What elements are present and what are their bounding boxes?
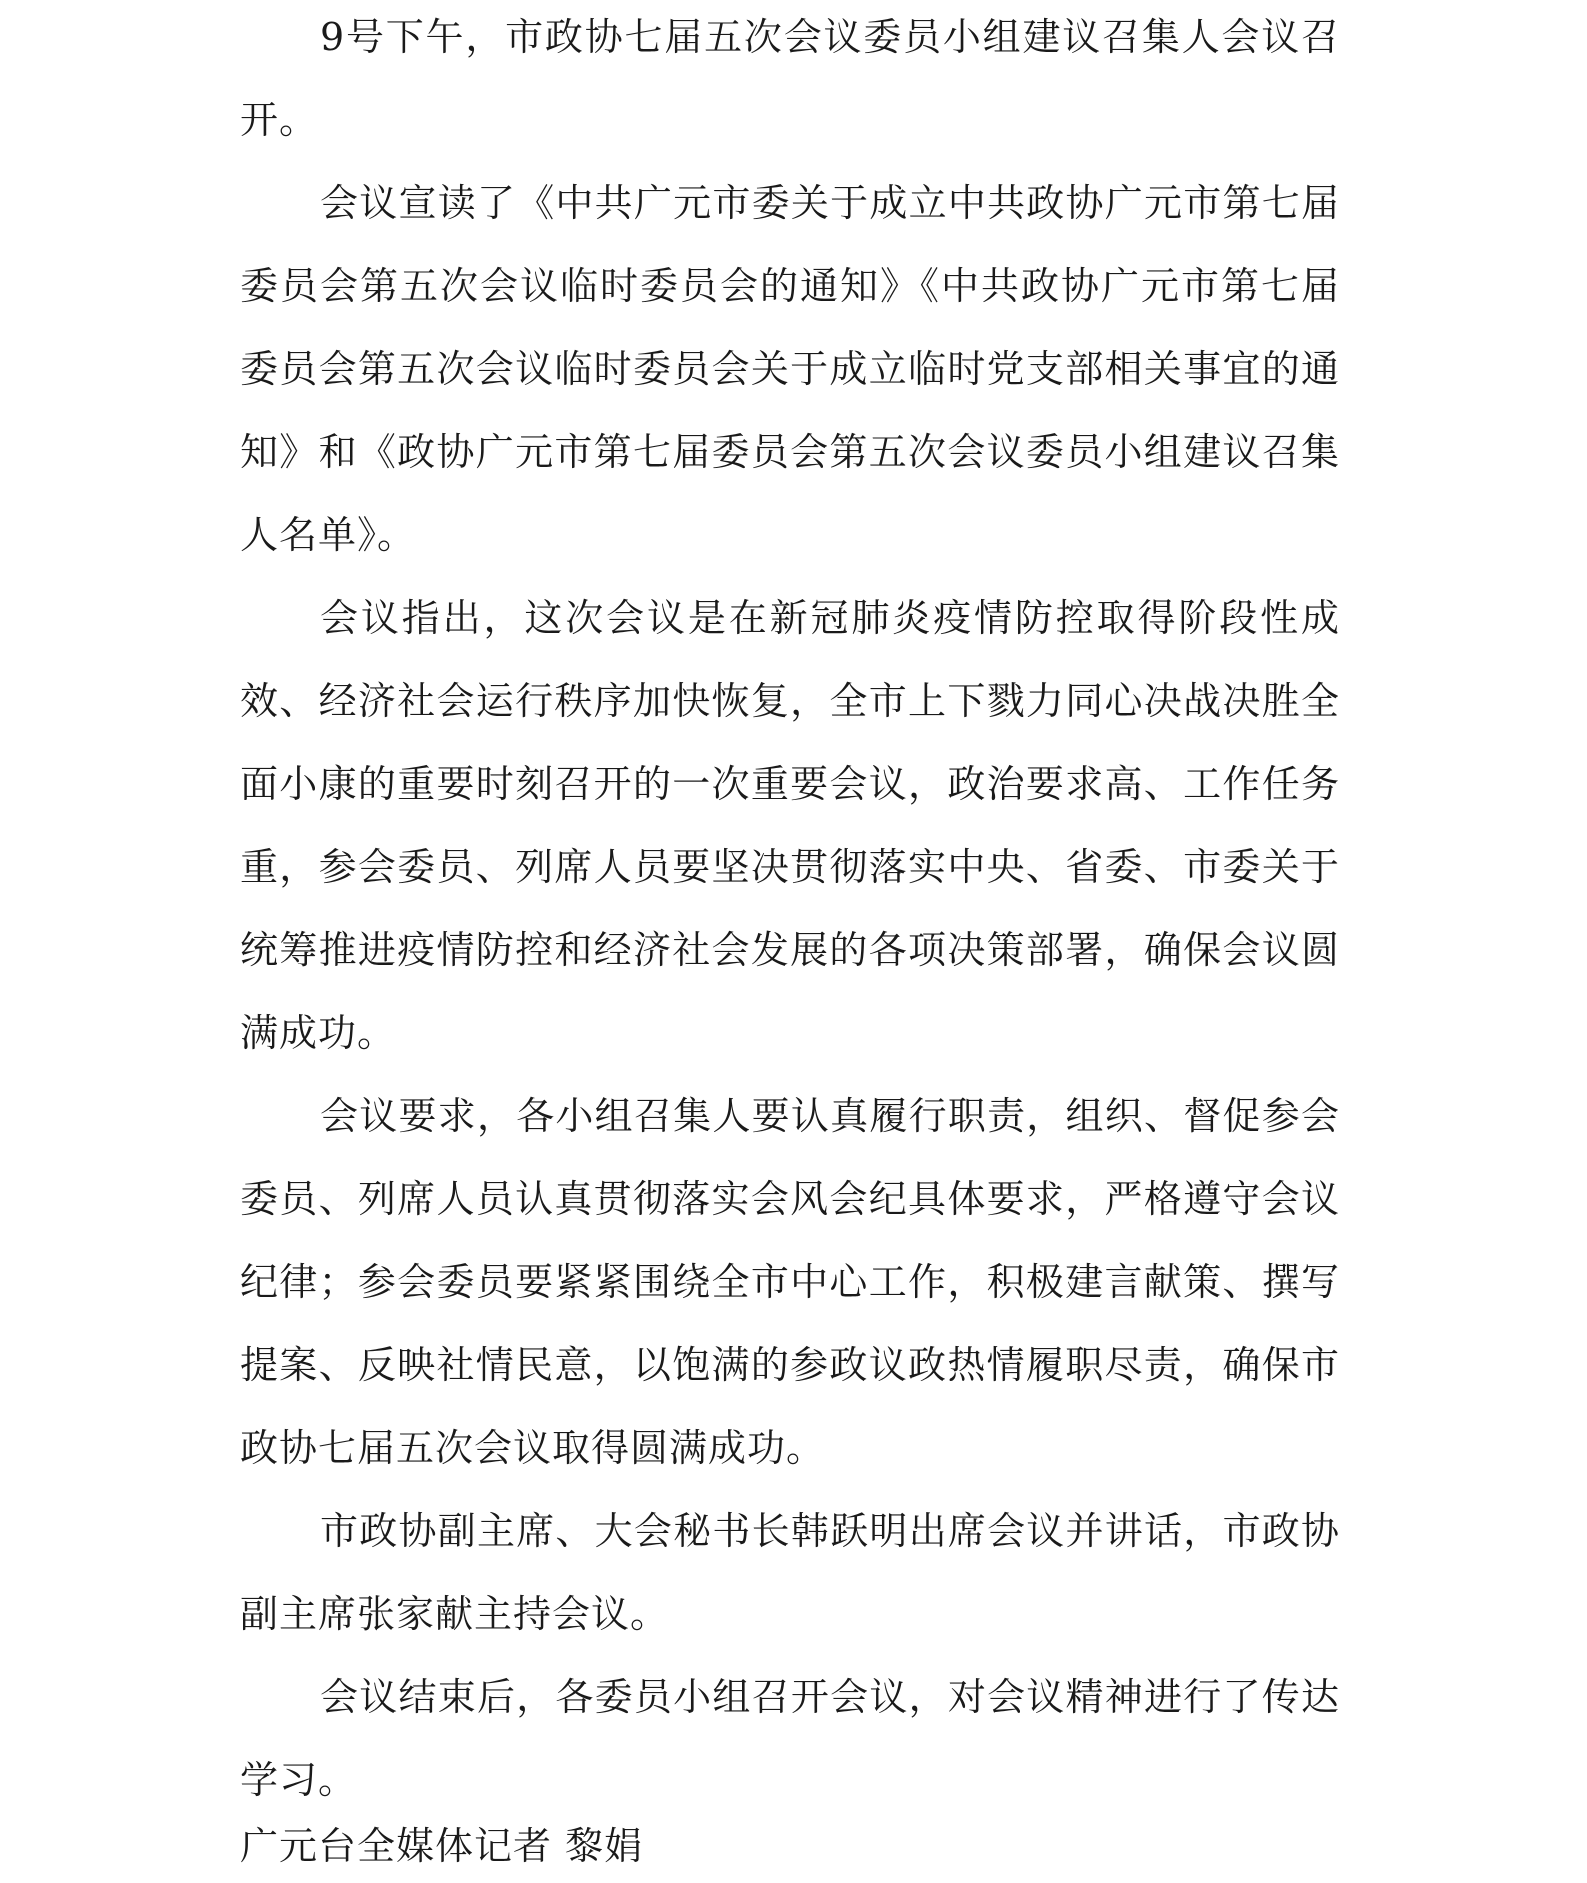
paragraph-notices-read: 会议宣读了《中共广元市委关于成立中共政协广元市第七届委员会第五次会议临时委员会的通知》《中共政协广元市第七届委员会第五次会议临时委员会关于成立临时党支部相关事宜的通知》和《政协广元市第七届委员会第五次会议委员小组建议召集人名单》。 [240, 181, 1340, 557]
paragraph-meeting-requirements: 会议要求，各小组召集人要认真履行职责，组织、督促参会委员、列席人员认真贯彻落实会风会纪具体要求，严格遵守会议纪律；参会委员要紧紧围绕全市中心工作，积极建言献策、撰写提案、反映社情民意，以饱满的参政议政热情履职尽责，确保市政协七届五次会议取得圆满成功。 [240, 1094, 1340, 1470]
paragraph-attendees: 市政协副主席、大会秘书长韩跃明出席会议并讲话，市政协副主席张家献主持会议。 [240, 1509, 1340, 1636]
reporter-byline: 广元台全媒体记者 黎娟 [240, 1824, 644, 1868]
article-body [240, 0, 1340, 1822]
paragraph-after-meeting: 会议结束后，各委员小组召开会议，对会议精神进行了传达学习。 [240, 1675, 1340, 1802]
paragraph-meeting-opened: 9号下午，市政协七届五次会议委员小组建议召集人会议召开。 [240, 15, 1340, 142]
paragraph-meeting-significance: 会议指出，这次会议是在新冠肺炎疫情防控取得阶段性成效、经济社会运行秩序加快恢复，全市上下戮力同心决战决胜全面小康的重要时刻召开的一次重要会议，政治要求高、工作任务重，参会委员、列席人员要坚决贯彻落实中央、省委、市委关于统筹推进疫情防控和经济社会发展的各项决策部署，确保会议圆满成功。 [240, 596, 1340, 1055]
